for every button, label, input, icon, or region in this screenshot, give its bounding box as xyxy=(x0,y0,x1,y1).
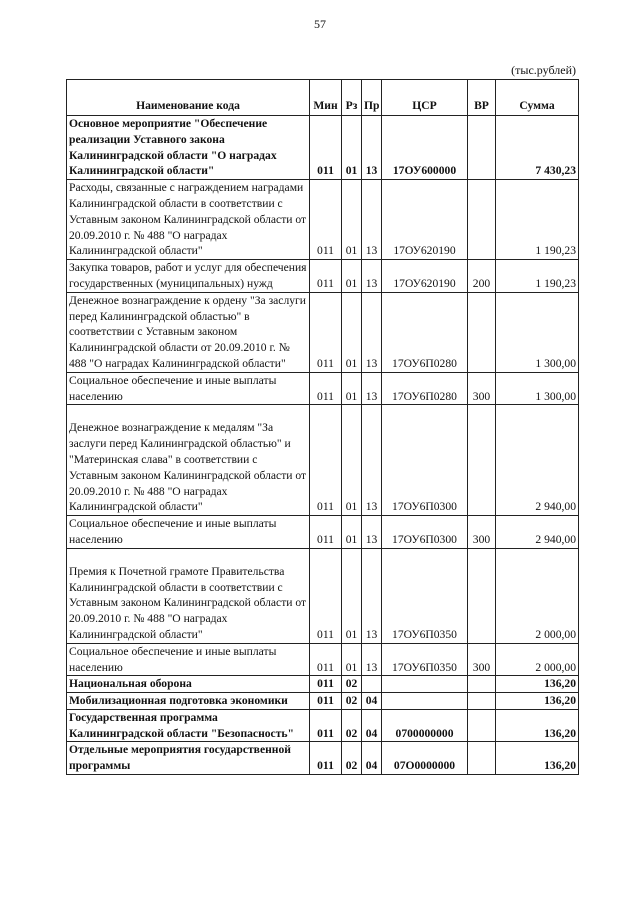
row-pr: 13 xyxy=(362,260,382,293)
row-sum: 1 300,00 xyxy=(496,372,579,405)
row-csr xyxy=(382,676,468,693)
row-sum: 1 190,23 xyxy=(496,260,579,293)
row-name: Государственная программа Калининградской области "Безопасность" xyxy=(67,709,310,742)
row-pr: 13 xyxy=(362,180,382,260)
row-rz: 02 xyxy=(342,693,362,710)
row-csr: 17ОУ6П0280 xyxy=(382,372,468,405)
row-csr: 17ОУ6П0280 xyxy=(382,292,468,372)
row-sum: 136,20 xyxy=(496,676,579,693)
row-pr: 04 xyxy=(362,709,382,742)
row-name: Национальная оборона xyxy=(67,676,310,693)
table-header-row xyxy=(67,80,579,116)
row-name: Денежное вознаграждение к медалям "За заслуги перед Калининградской областью" и "Материнская слава" в соответствии с Уставным законом Калининградской области от 20.09.2010 г. № 488 "О наградах Калининградской области" xyxy=(67,405,310,516)
row-name: Закупка товаров, работ и услуг для обеспечения государственных (муниципальных) нужд xyxy=(67,260,310,293)
row-min: 011 xyxy=(310,516,342,549)
row-name: Мобилизационная подготовка экономики xyxy=(67,693,310,710)
row-pr: 13 xyxy=(362,292,382,372)
table-row xyxy=(67,405,579,516)
row-sum: 1 190,23 xyxy=(496,180,579,260)
row-rz: 02 xyxy=(342,676,362,693)
col-header-sum: Сумма xyxy=(496,80,579,116)
row-csr: 17ОУ6П0300 xyxy=(382,516,468,549)
row-pr: 13 xyxy=(362,548,382,643)
row-min: 011 xyxy=(310,260,342,293)
row-csr: 17ОУ6П0350 xyxy=(382,548,468,643)
table-row xyxy=(67,180,579,260)
row-pr: 04 xyxy=(362,693,382,710)
table-row xyxy=(67,548,579,643)
row-rz: 01 xyxy=(342,180,362,260)
row-vr xyxy=(468,116,496,180)
row-sum: 7 430,23 xyxy=(496,116,579,180)
row-vr: 200 xyxy=(468,260,496,293)
row-vr xyxy=(468,180,496,260)
row-sum: 136,20 xyxy=(496,693,579,710)
row-min: 011 xyxy=(310,116,342,180)
row-pr xyxy=(362,676,382,693)
table-row xyxy=(67,742,579,775)
row-pr: 13 xyxy=(362,643,382,676)
row-pr: 04 xyxy=(362,742,382,775)
row-min: 011 xyxy=(310,693,342,710)
table-row xyxy=(67,709,579,742)
row-name: Денежное вознаграждение к ордену "За заслуги перед Калининградской областью" в соответствии с Уставным законом Калининградской области от 20.09.2010 г. № 488 "О наградах Калининградской области" xyxy=(67,292,310,372)
row-vr: 300 xyxy=(468,516,496,549)
col-header-name: Наименование кода xyxy=(67,80,310,116)
row-sum: 2 000,00 xyxy=(496,548,579,643)
row-sum: 136,20 xyxy=(496,709,579,742)
row-min: 011 xyxy=(310,709,342,742)
row-name: Основное мероприятие "Обеспечение реализации Уставного закона Калининградской области "О наградах Калининградской области" xyxy=(67,116,310,180)
budget-table xyxy=(66,79,579,775)
units-label: (тыс.рублей) xyxy=(511,63,576,77)
row-vr xyxy=(468,548,496,643)
row-pr: 13 xyxy=(362,372,382,405)
row-vr xyxy=(468,676,496,693)
row-min: 011 xyxy=(310,292,342,372)
row-csr: 17ОУ6П0300 xyxy=(382,405,468,516)
col-header-csr: ЦСР xyxy=(382,80,468,116)
row-min: 011 xyxy=(310,180,342,260)
row-name: Премия к Почетной грамоте Правительства Калининградской области в соответствии с Уставным законом Калининградской области от 20.09.2010 г. № 488 "О наградах Калининградской области" xyxy=(67,548,310,643)
row-vr xyxy=(468,709,496,742)
row-name: Социальное обеспечение и иные выплаты населению xyxy=(67,643,310,676)
row-rz: 01 xyxy=(342,372,362,405)
page-number: 57 xyxy=(314,17,326,31)
row-rz: 01 xyxy=(342,292,362,372)
row-min: 011 xyxy=(310,372,342,405)
row-csr: 17ОУ620190 xyxy=(382,260,468,293)
row-pr: 13 xyxy=(362,405,382,516)
row-vr xyxy=(468,693,496,710)
row-vr xyxy=(468,742,496,775)
table-row xyxy=(67,676,579,693)
row-csr: 17ОУ620190 xyxy=(382,180,468,260)
row-vr: 300 xyxy=(468,643,496,676)
row-sum: 2 000,00 xyxy=(496,643,579,676)
row-sum: 2 940,00 xyxy=(496,516,579,549)
row-rz: 01 xyxy=(342,516,362,549)
row-vr: 300 xyxy=(468,372,496,405)
row-csr xyxy=(382,693,468,710)
row-pr: 13 xyxy=(362,116,382,180)
row-rz: 01 xyxy=(342,643,362,676)
row-csr: 07О0000000 xyxy=(382,742,468,775)
row-name: Расходы, связанные с награждением наградами Калининградской области в соответствии с Уставным законом Калининградской области от 20.09.2010 г. № 488 "О наградах Калининградской области" xyxy=(67,180,310,260)
row-rz: 02 xyxy=(342,742,362,775)
row-pr: 13 xyxy=(362,516,382,549)
table-row xyxy=(67,643,579,676)
row-sum: 136,20 xyxy=(496,742,579,775)
row-min: 011 xyxy=(310,742,342,775)
table-row xyxy=(67,516,579,549)
row-vr xyxy=(468,292,496,372)
table-row xyxy=(67,372,579,405)
row-name: Отдельные мероприятия государственной программы xyxy=(67,742,310,775)
row-rz: 01 xyxy=(342,260,362,293)
row-csr: 17ОУ6П0350 xyxy=(382,643,468,676)
table-row xyxy=(67,693,579,710)
col-header-pr: Пр xyxy=(362,80,382,116)
row-min: 011 xyxy=(310,676,342,693)
col-header-min: Мин xyxy=(310,80,342,116)
row-min: 011 xyxy=(310,643,342,676)
table-row xyxy=(67,260,579,293)
row-min: 011 xyxy=(310,548,342,643)
row-rz: 01 xyxy=(342,116,362,180)
row-csr: 17ОУ600000 xyxy=(382,116,468,180)
row-rz: 01 xyxy=(342,405,362,516)
row-rz: 02 xyxy=(342,709,362,742)
col-header-rz: Рз xyxy=(342,80,362,116)
row-name: Социальное обеспечение и иные выплаты населению xyxy=(67,372,310,405)
row-csr: 0700000000 xyxy=(382,709,468,742)
row-min: 011 xyxy=(310,405,342,516)
row-rz: 01 xyxy=(342,548,362,643)
table-row xyxy=(67,292,579,372)
col-header-vr: ВР xyxy=(468,80,496,116)
table-row xyxy=(67,116,579,180)
row-sum: 2 940,00 xyxy=(496,405,579,516)
row-vr xyxy=(468,405,496,516)
row-sum: 1 300,00 xyxy=(496,292,579,372)
row-name: Социальное обеспечение и иные выплаты населению xyxy=(67,516,310,549)
